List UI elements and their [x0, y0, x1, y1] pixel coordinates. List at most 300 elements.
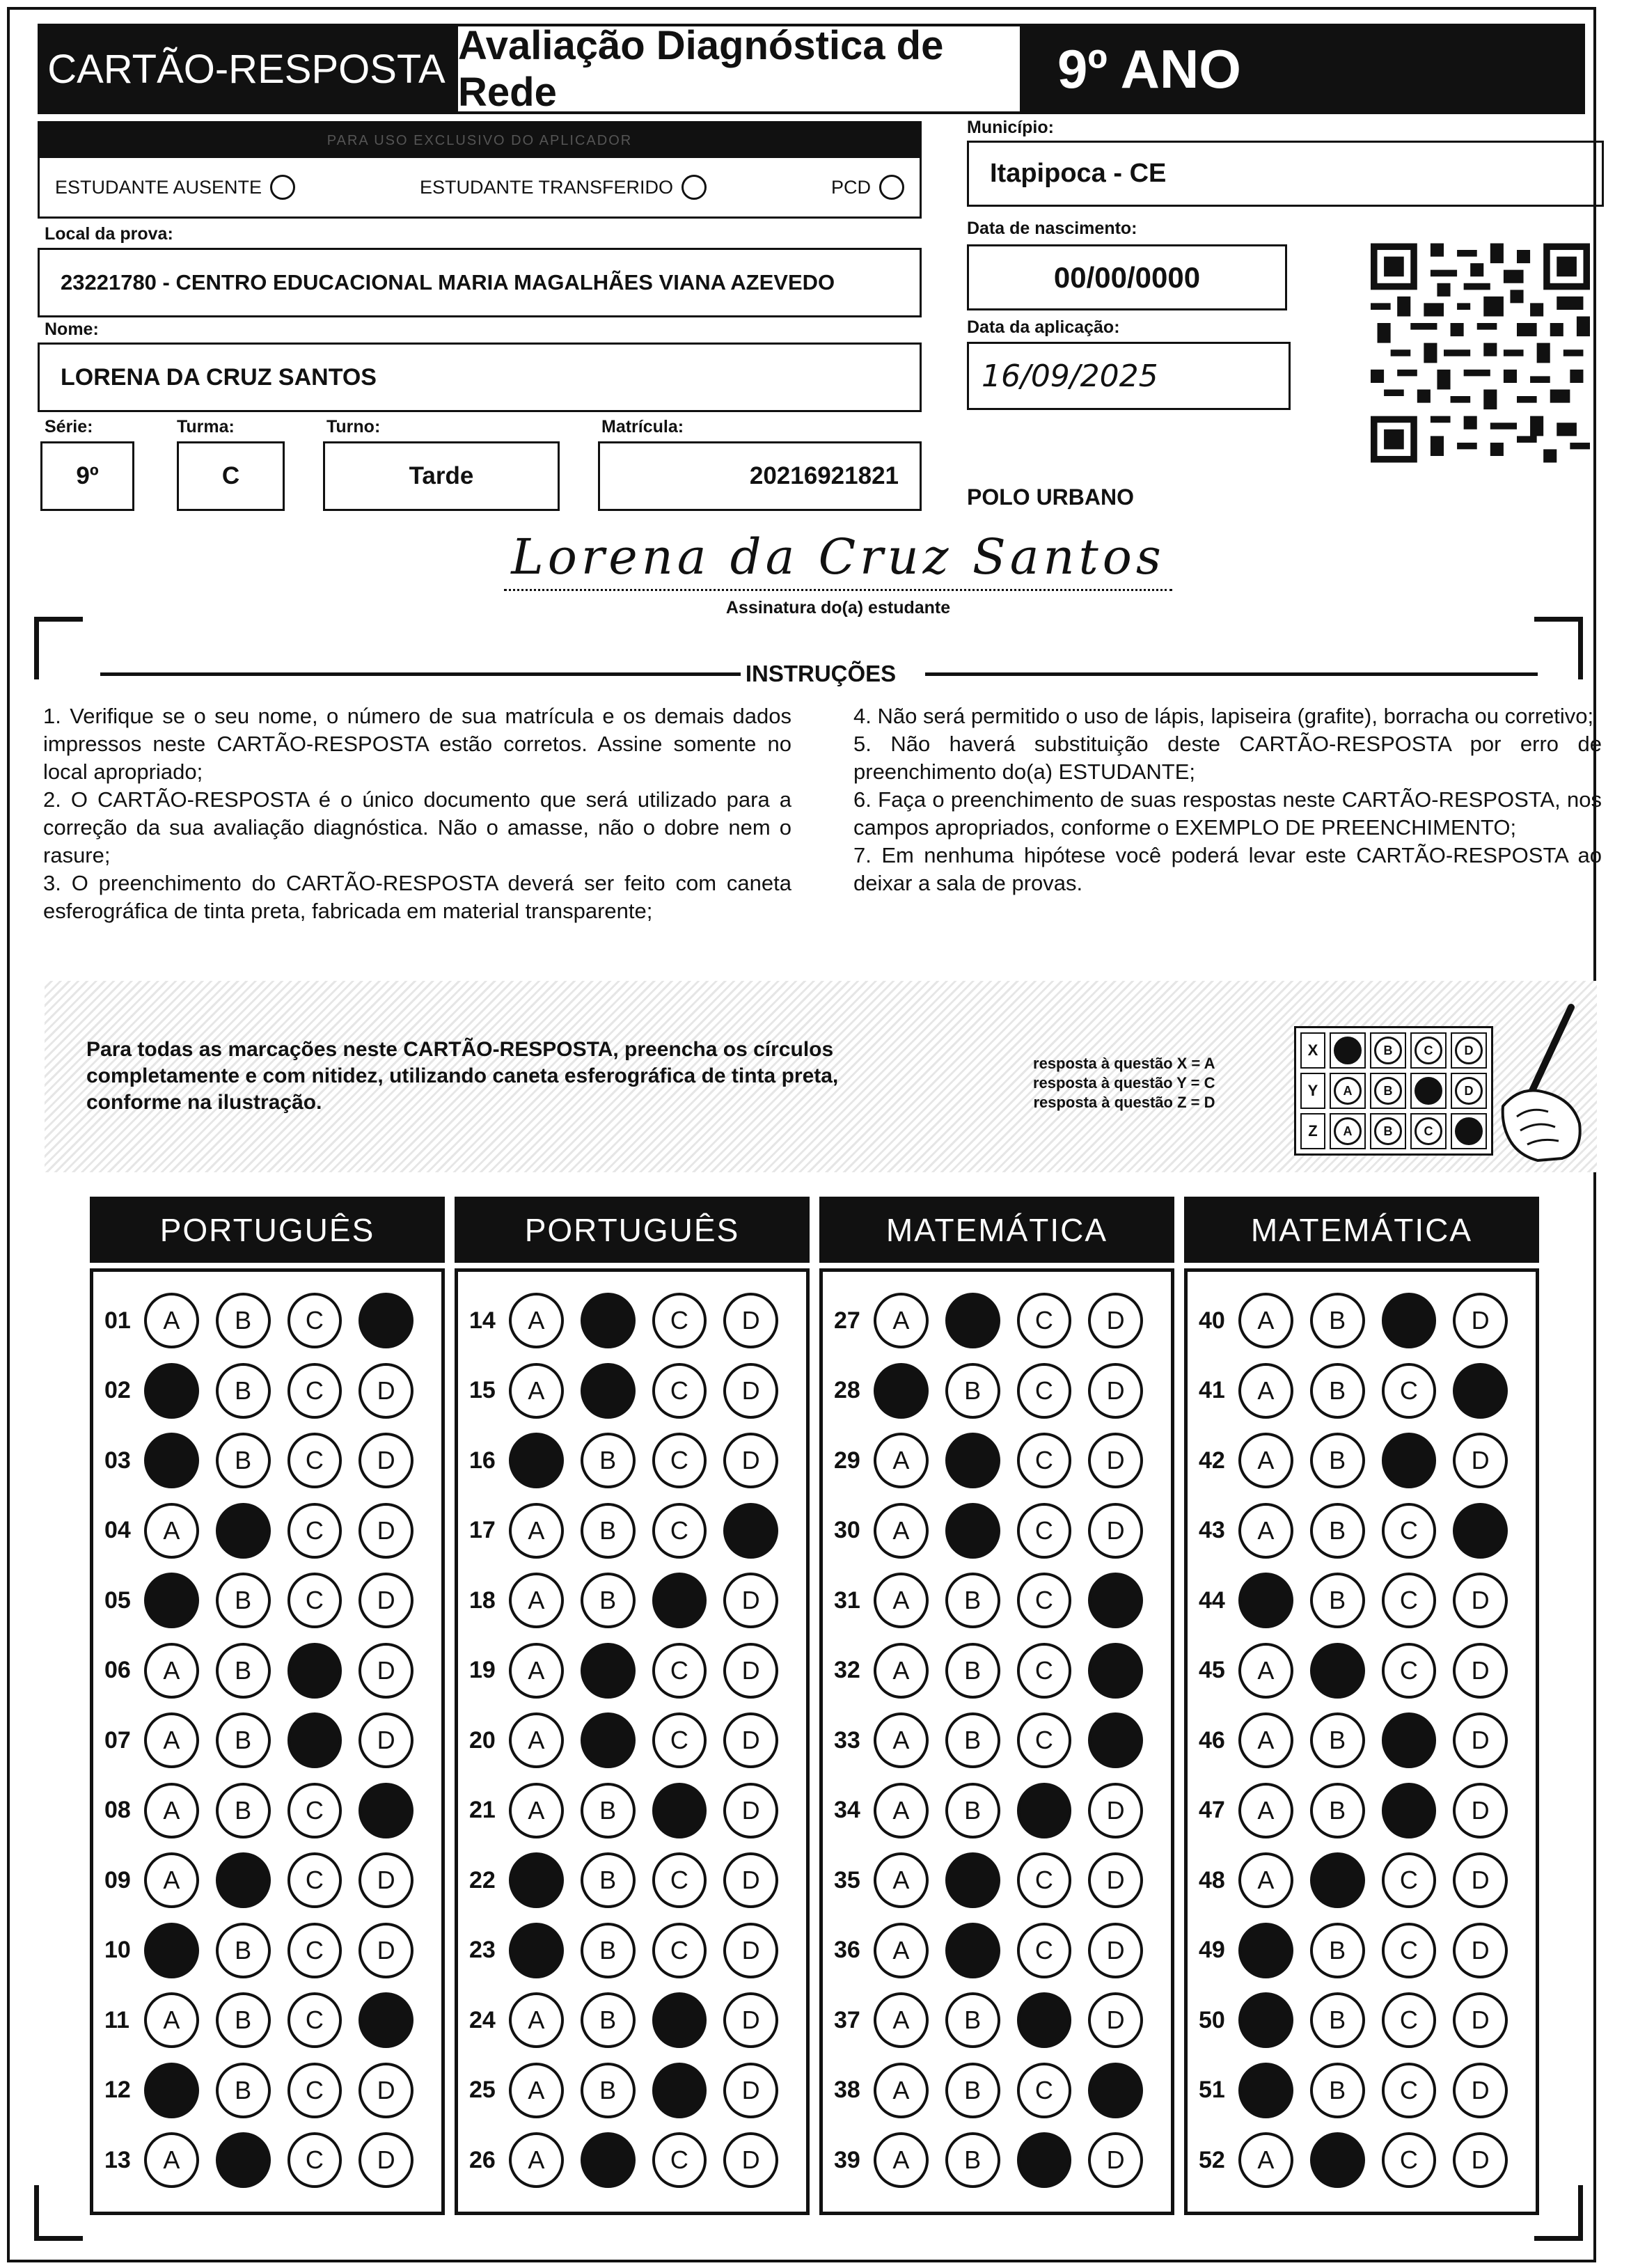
qr-code: [1371, 238, 1590, 468]
question-number: 30: [834, 1517, 860, 1544]
question-row: [104, 1776, 430, 1846]
question-number: 09: [104, 1866, 131, 1893]
example-bubble: A: [1334, 1077, 1362, 1105]
answer-bubble-d[interactable]: D: [1453, 2063, 1508, 2118]
example-bubble: [1455, 1117, 1483, 1145]
answer-bubble-c[interactable]: C: [652, 1433, 707, 1488]
answer-bubble-d[interactable]: D: [1453, 1433, 1508, 1488]
answer-bubble-c[interactable]: C: [1382, 1363, 1437, 1419]
answer-bubble-b[interactable]: B: [581, 1923, 636, 1978]
answer-bubble-d[interactable]: D: [358, 1433, 413, 1488]
answer-bubble-b[interactable]: B: [581, 1503, 636, 1559]
instruction-item: 4. Não será permitido o uso de lápis, lapiseira (grafite), borracha ou corretivo;: [853, 704, 1594, 728]
answer-bubble-d[interactable]: D: [358, 2063, 413, 2118]
answer-bubble-a[interactable]: A: [1238, 1433, 1293, 1488]
question-row: [834, 1496, 1160, 1566]
answer-bubble-b[interactable]: B: [216, 1433, 271, 1488]
example-bubble: B: [1374, 1077, 1402, 1105]
question-number: 42: [1199, 1447, 1225, 1474]
question-number: 10: [104, 1937, 131, 1964]
answer-bubble-c[interactable]: [652, 1783, 707, 1838]
answer-bubble-b[interactable]: [581, 1363, 636, 1419]
answer-bubble-a[interactable]: A: [874, 1712, 929, 1768]
answer-bubble-c[interactable]: C: [652, 1503, 707, 1559]
serie-field: 9º: [40, 441, 134, 511]
answer-bubble-c[interactable]: [1017, 1992, 1072, 2048]
question-row: [834, 1985, 1160, 2056]
question-number: 44: [1199, 1586, 1225, 1614]
example-row-label: Z: [1300, 1113, 1325, 1149]
answer-bubble-a[interactable]: A: [509, 1573, 564, 1628]
example-bubble: B: [1374, 1037, 1402, 1064]
answer-bubble-d[interactable]: D: [1088, 1852, 1143, 1908]
answer-bubble-c[interactable]: [1017, 2132, 1072, 2188]
answer-bubble-a[interactable]: [1238, 2063, 1293, 2118]
answer-bubble-d[interactable]: D: [1453, 1712, 1508, 1768]
answer-bubble-c[interactable]: C: [652, 2132, 707, 2188]
answer-bubble-a[interactable]: A: [874, 1923, 929, 1978]
answer-bubble-c[interactable]: C: [1017, 1433, 1072, 1488]
answer-bubble-a[interactable]: A: [874, 1643, 929, 1699]
example-cell: [1370, 1073, 1406, 1109]
question-row: [104, 1845, 430, 1916]
answer-bubble-c[interactable]: C: [287, 1852, 342, 1908]
answer-bubble-d[interactable]: D: [723, 2063, 778, 2118]
answer-bubble-b[interactable]: [1310, 1852, 1365, 1908]
answer-bubble-c[interactable]: C: [1017, 1923, 1072, 1978]
answer-bubble-c[interactable]: C: [287, 1992, 342, 2048]
example-cell: [1451, 1032, 1487, 1069]
answer-bubble-d[interactable]: D: [723, 1783, 778, 1838]
answer-bubble-a[interactable]: A: [1238, 1783, 1293, 1838]
answer-bubble-b[interactable]: B: [945, 1992, 1000, 2048]
answer-bubble-c[interactable]: C: [652, 1643, 707, 1699]
pen-hand-icon: [1489, 1002, 1586, 1162]
answer-bubble-b[interactable]: [216, 2132, 271, 2188]
name-field: LORENA DA CRUZ SANTOS: [38, 342, 922, 412]
answer-bubble-a[interactable]: A: [509, 1503, 564, 1559]
transferred-checkbox[interactable]: [681, 175, 707, 200]
question-number: 29: [834, 1447, 860, 1474]
answer-bubble-a[interactable]: [144, 1923, 199, 1978]
answer-bubble-c[interactable]: C: [1017, 1363, 1072, 1419]
answer-bubble-a[interactable]: [509, 1433, 564, 1488]
question-row: [104, 1496, 430, 1566]
question-row: [834, 1356, 1160, 1426]
answer-bubble-c[interactable]: C: [287, 1293, 342, 1348]
answer-bubble-c[interactable]: C: [1382, 1643, 1437, 1699]
answer-bubble-c[interactable]: C: [1382, 1923, 1437, 1978]
answer-bubble-c[interactable]: C: [287, 1783, 342, 1838]
answer-bubble-d[interactable]: D: [723, 1573, 778, 1628]
answer-bubble-b[interactable]: [945, 1852, 1000, 1908]
answer-bubble-a[interactable]: A: [509, 2132, 564, 2188]
question-number: 02: [104, 1377, 131, 1404]
answer-bubble-a[interactable]: [144, 2063, 199, 2118]
question-row: [104, 1566, 430, 1636]
answer-bubble-a[interactable]: A: [509, 2063, 564, 2118]
answer-bubble-a[interactable]: [509, 1852, 564, 1908]
question-row: [1199, 1636, 1524, 1706]
example-bubble: C: [1415, 1117, 1442, 1145]
answer-bubble-d[interactable]: D: [358, 1852, 413, 1908]
answer-bubble-c[interactable]: [652, 1992, 707, 2048]
answer-bubble-b[interactable]: B: [216, 1923, 271, 1978]
question-number: 52: [1199, 2146, 1225, 2173]
answer-card: [7, 7, 1602, 2262]
answer-bubble-b[interactable]: B: [1310, 1503, 1365, 1559]
card-title: CARTÃO-RESPOSTA: [38, 24, 455, 114]
answer-bubble-b[interactable]: [216, 1852, 271, 1908]
answer-bubble-a[interactable]: A: [874, 1433, 929, 1488]
answer-bubble-a[interactable]: [509, 1923, 564, 1978]
answer-bubble-d[interactable]: [1088, 1712, 1143, 1768]
answer-bubble-b[interactable]: B: [1310, 1783, 1365, 1838]
question-row: [834, 2056, 1160, 2126]
answer-bubble-c[interactable]: C: [652, 1852, 707, 1908]
answer-bubble-c[interactable]: [287, 1712, 342, 1768]
instructions-left: [43, 702, 791, 925]
question-number: 49: [1199, 1937, 1225, 1964]
question-row: [104, 2056, 430, 2126]
answer-bubble-d[interactable]: [358, 1293, 413, 1348]
frame-corner-bottom-left: [34, 2185, 83, 2241]
answer-bubble-b[interactable]: [581, 1643, 636, 1699]
answer-bubble-a[interactable]: A: [509, 1293, 564, 1348]
question-row: [104, 1286, 430, 1356]
answer-bubble-a[interactable]: A: [144, 1852, 199, 1908]
answer-bubble-c[interactable]: [1382, 1783, 1437, 1838]
answer-bubble-c[interactable]: C: [1382, 1503, 1437, 1559]
question-row: [469, 1776, 795, 1846]
answer-bubble-d[interactable]: D: [723, 1293, 778, 1348]
frame-corner-bottom-right: [1534, 2185, 1583, 2241]
answer-bubble-c[interactable]: C: [652, 1363, 707, 1419]
answer-bubble-a[interactable]: A: [874, 1573, 929, 1628]
answer-bubble-a[interactable]: [144, 1573, 199, 1628]
answer-bubble-a[interactable]: A: [509, 1992, 564, 2048]
answer-bubble-d[interactable]: D: [1088, 1293, 1143, 1348]
instruction-item: 1. Verifique se o seu nome, o número de sua matrícula e os demais dados impressos neste CARTÃO-RESPOSTA estão corretos. Assine somente no local apropriado;: [43, 704, 791, 784]
applicator-box: [38, 121, 922, 219]
answer-bubble-b[interactable]: B: [581, 1852, 636, 1908]
question-number: 08: [104, 1797, 131, 1824]
answer-bubble-d[interactable]: D: [1453, 1783, 1508, 1838]
answer-bubble-a[interactable]: A: [144, 1992, 199, 2048]
answer-bubble-b[interactable]: B: [216, 1363, 271, 1419]
answer-bubble-b[interactable]: B: [581, 1992, 636, 2048]
answer-bubble-c[interactable]: C: [652, 1712, 707, 1768]
example-grid: [1294, 1026, 1493, 1156]
answer-bubble-a[interactable]: A: [509, 1783, 564, 1838]
answer-bubble-a[interactable]: A: [874, 2063, 929, 2118]
instructions-right: [853, 702, 1602, 897]
answer-bubble-b[interactable]: B: [945, 2132, 1000, 2188]
answer-bubble-b[interactable]: [581, 1712, 636, 1768]
answer-bubble-a[interactable]: A: [144, 1503, 199, 1559]
question-number: 34: [834, 1797, 860, 1824]
answer-bubble-b[interactable]: B: [1310, 1992, 1365, 2048]
assessment-title: Avaliação Diagnóstica de Rede: [455, 24, 1023, 114]
answer-bubble-a[interactable]: A: [144, 1293, 199, 1348]
answer-bubble-c[interactable]: C: [1017, 1503, 1072, 1559]
answer-bubble-c[interactable]: C: [287, 1363, 342, 1419]
example-bubble: A: [1334, 1117, 1362, 1145]
answer-bubble-c[interactable]: C: [652, 1293, 707, 1348]
instruction-item: 6. Faça o preenchimento de suas respostas neste CARTÃO-RESPOSTA, nos campos apropriados, conforme o EXEMPLO DE PREENCHIMENTO;: [853, 787, 1602, 840]
answer-bubble-b[interactable]: B: [1310, 1712, 1365, 1768]
answer-bubble-b[interactable]: B: [216, 1712, 271, 1768]
answer-bubble-d[interactable]: D: [1088, 1923, 1143, 1978]
answer-bubble-c[interactable]: [652, 2063, 707, 2118]
answer-bubble-b[interactable]: [216, 1503, 271, 1559]
answer-bubble-d[interactable]: [358, 1783, 413, 1838]
answer-bubble-c[interactable]: [1017, 1783, 1072, 1838]
example-bubble: C: [1415, 1037, 1442, 1064]
answer-bubble-c[interactable]: C: [287, 2132, 342, 2188]
answer-bubble-a[interactable]: A: [144, 2132, 199, 2188]
answer-bubble-d[interactable]: D: [358, 1643, 413, 1699]
answer-bubble-a[interactable]: A: [874, 1503, 929, 1559]
answer-bubble-a[interactable]: A: [1238, 1643, 1293, 1699]
question-number: 35: [834, 1866, 860, 1893]
answer-bubble-d[interactable]: D: [358, 1712, 413, 1768]
question-number: 12: [104, 2077, 131, 2104]
question-number: 51: [1199, 2077, 1225, 2104]
answer-bubble-d[interactable]: [1088, 1643, 1143, 1699]
answer-bubble-c[interactable]: C: [1017, 1852, 1072, 1908]
absent-checkbox[interactable]: [270, 175, 295, 200]
pcd-label: PCD: [830, 176, 871, 198]
answer-bubble-b[interactable]: B: [945, 1783, 1000, 1838]
answer-bubble-a[interactable]: A: [144, 1783, 199, 1838]
answer-bubble-a[interactable]: [144, 1363, 199, 1419]
answer-bubble-b[interactable]: B: [216, 1573, 271, 1628]
answer-bubble-b[interactable]: B: [581, 2063, 636, 2118]
question-number: 25: [469, 2077, 496, 2104]
pcd-checkbox[interactable]: [879, 175, 904, 200]
answer-bubble-a[interactable]: A: [1238, 1503, 1293, 1559]
applicator-title: PARA USO EXCLUSIVO DO APLICADOR: [40, 123, 920, 158]
answer-bubble-a[interactable]: A: [874, 1992, 929, 2048]
answer-bubble-d[interactable]: D: [1453, 1992, 1508, 2048]
answer-bubble-c[interactable]: C: [1382, 1573, 1437, 1628]
answer-bubble-d[interactable]: D: [1088, 1783, 1143, 1838]
answer-bubble-b[interactable]: B: [1310, 1923, 1365, 1978]
question-number: 21: [469, 1797, 496, 1824]
answer-bubble-d[interactable]: [1088, 1573, 1143, 1628]
answer-bubble-b[interactable]: B: [945, 1363, 1000, 1419]
answer-bubble-d[interactable]: D: [723, 1643, 778, 1699]
question-number: 27: [834, 1307, 860, 1334]
answer-bubble-c[interactable]: [1382, 1293, 1437, 1348]
legend-item: resposta à questão Y = C: [1033, 1074, 1215, 1092]
answer-bubble-d[interactable]: D: [1088, 1433, 1143, 1488]
question-number: 37: [834, 2006, 860, 2033]
question-number: 36: [834, 1937, 860, 1964]
answer-bubble-c[interactable]: C: [1017, 1712, 1072, 1768]
answer-bubble-b[interactable]: B: [216, 1783, 271, 1838]
grade-title: 9º ANO: [1023, 24, 1585, 114]
answer-bubble-b[interactable]: [1310, 1643, 1365, 1699]
answer-bubble-c[interactable]: C: [652, 1923, 707, 1978]
answer-bubble-b[interactable]: B: [1310, 1433, 1365, 1488]
answer-bubble-d[interactable]: D: [358, 1573, 413, 1628]
question-number: 43: [1199, 1517, 1225, 1544]
answer-bubble-c[interactable]: C: [1382, 1992, 1437, 2048]
answer-bubble-b[interactable]: [945, 1923, 1000, 1978]
answer-bubble-a[interactable]: A: [1238, 1293, 1293, 1348]
signature-handwriting: Lorena da Cruz Santos: [511, 528, 1165, 585]
answer-bubble-a[interactable]: A: [509, 1712, 564, 1768]
answer-bubble-c[interactable]: C: [1382, 1852, 1437, 1908]
answer-bubble-b[interactable]: B: [945, 1643, 1000, 1699]
answer-bubble-d[interactable]: D: [723, 2132, 778, 2188]
answer-bubble-b[interactable]: [581, 1293, 636, 1348]
answer-bubble-d[interactable]: D: [723, 1712, 778, 1768]
answer-bubble-b[interactable]: [581, 2132, 636, 2188]
question-number: 23: [469, 1937, 496, 1964]
answer-bubble-d[interactable]: [1088, 2063, 1143, 2118]
answer-bubble-d[interactable]: D: [358, 1363, 413, 1419]
question-number: 46: [1199, 1726, 1225, 1754]
answer-bubble-c[interactable]: C: [287, 1923, 342, 1978]
answer-bubble-a[interactable]: A: [144, 1712, 199, 1768]
answer-bubble-b[interactable]: B: [1310, 1363, 1365, 1419]
answer-bubble-d[interactable]: D: [1453, 1852, 1508, 1908]
answer-bubble-c[interactable]: C: [1382, 2132, 1437, 2188]
answer-bubble-b[interactable]: B: [1310, 1573, 1365, 1628]
answer-bubble-a[interactable]: A: [509, 1643, 564, 1699]
question-number: 03: [104, 1447, 131, 1474]
subject-header: MATEMÁTICA: [819, 1197, 1174, 1263]
answer-bubble-a[interactable]: A: [1238, 1852, 1293, 1908]
answer-bubble-b[interactable]: B: [216, 1992, 271, 2048]
answer-bubble-c[interactable]: C: [1017, 1573, 1072, 1628]
turno-label: Turno:: [326, 417, 381, 436]
answer-bubble-a[interactable]: A: [874, 2132, 929, 2188]
answer-bubble-b[interactable]: B: [945, 1573, 1000, 1628]
answer-bubble-a[interactable]: A: [874, 1852, 929, 1908]
question-row: [834, 1636, 1160, 1706]
answer-bubble-c[interactable]: C: [1017, 1643, 1072, 1699]
answer-bubble-d[interactable]: D: [1453, 1643, 1508, 1699]
answer-bubble-a[interactable]: [144, 1433, 199, 1488]
answer-bubble-c[interactable]: C: [1017, 1293, 1072, 1348]
answer-bubble-d[interactable]: D: [723, 1433, 778, 1488]
answer-bubble-a[interactable]: A: [874, 1783, 929, 1838]
answer-bubble-d[interactable]: D: [358, 1503, 413, 1559]
answer-bubble-a[interactable]: A: [1238, 1363, 1293, 1419]
answer-bubble-a[interactable]: A: [144, 1643, 199, 1699]
answer-bubble-a[interactable]: [1238, 1573, 1293, 1628]
answer-bubble-a[interactable]: [1238, 1992, 1293, 2048]
question-number: 31: [834, 1586, 860, 1614]
legend-item: resposta à questão X = A: [1033, 1055, 1215, 1072]
answer-bubble-c[interactable]: [652, 1573, 707, 1628]
answer-bubble-d[interactable]: [1453, 1363, 1508, 1419]
question-number: 26: [469, 2146, 496, 2173]
answer-bubble-d[interactable]: D: [1088, 1363, 1143, 1419]
instructions-title: INSTRUÇÕES: [745, 661, 897, 686]
answer-bubble-b[interactable]: [945, 1503, 1000, 1559]
answer-bubble-d[interactable]: D: [1453, 2132, 1508, 2188]
answer-bubble-a[interactable]: A: [509, 1363, 564, 1419]
answer-bubble-c[interactable]: C: [287, 1573, 342, 1628]
answer-bubble-a[interactable]: A: [1238, 2132, 1293, 2188]
answer-bubble-b[interactable]: B: [581, 1573, 636, 1628]
answer-bubble-d[interactable]: [358, 1992, 413, 2048]
answer-bubble-c[interactable]: C: [287, 2063, 342, 2118]
question-row: [104, 1916, 430, 1986]
answer-bubble-d[interactable]: D: [1453, 1293, 1508, 1348]
answer-bubble-c[interactable]: [287, 1643, 342, 1699]
answer-bubble-d[interactable]: D: [358, 1923, 413, 1978]
answer-bubble-b[interactable]: B: [945, 1712, 1000, 1768]
question-row: [469, 1985, 795, 2056]
answer-bubble-d[interactable]: D: [1453, 1573, 1508, 1628]
answer-bubble-d[interactable]: D: [1088, 2132, 1143, 2188]
answer-bubble-d[interactable]: D: [1453, 1923, 1508, 1978]
answer-bubble-c[interactable]: C: [287, 1503, 342, 1559]
answer-bubble-a[interactable]: [874, 1363, 929, 1419]
answer-bubble-b[interactable]: B: [216, 1643, 271, 1699]
question-row: [469, 1916, 795, 1986]
answer-bubble-b[interactable]: [945, 1433, 1000, 1488]
answer-bubble-b[interactable]: B: [216, 1293, 271, 1348]
answer-bubble-d[interactable]: D: [723, 1363, 778, 1419]
answer-bubble-d[interactable]: D: [723, 1852, 778, 1908]
question-row: [104, 1985, 430, 2056]
answer-bubble-d[interactable]: [1453, 1503, 1508, 1559]
answer-bubble-b[interactable]: B: [216, 2063, 271, 2118]
birthdate-label: Data de nascimento:: [967, 219, 1137, 238]
answer-bubble-b[interactable]: B: [1310, 1293, 1365, 1348]
answer-bubble-a[interactable]: A: [1238, 1712, 1293, 1768]
example-cell: [1330, 1073, 1366, 1109]
answer-bubble-c[interactable]: C: [287, 1433, 342, 1488]
answer-bubble-b[interactable]: [1310, 2132, 1365, 2188]
answer-bubble-b[interactable]: B: [945, 2063, 1000, 2118]
question-row: [1199, 1566, 1524, 1636]
example-bubble: [1415, 1077, 1442, 1105]
example-row-label: X: [1300, 1032, 1325, 1069]
answer-bubble-d[interactable]: [723, 1503, 778, 1559]
answer-bubble-d[interactable]: D: [1088, 1503, 1143, 1559]
example-cell: [1410, 1113, 1447, 1149]
question-row: [1199, 2056, 1524, 2126]
answer-bubble-d[interactable]: D: [358, 2132, 413, 2188]
answer-bubble-d[interactable]: D: [723, 1992, 778, 2048]
question-row: [469, 2056, 795, 2126]
subject-header: PORTUGUÊS: [90, 1197, 445, 1263]
answer-bubble-b[interactable]: [945, 1293, 1000, 1348]
question-row: [834, 1706, 1160, 1776]
answer-bubble-b[interactable]: B: [581, 1783, 636, 1838]
answer-bubble-c[interactable]: [1382, 1433, 1437, 1488]
answer-bubble-a[interactable]: A: [874, 1293, 929, 1348]
name-label: Nome:: [45, 320, 99, 339]
answer-bubble-d[interactable]: D: [1088, 1992, 1143, 2048]
example-row-label: Y: [1300, 1073, 1325, 1109]
answer-bubble-b[interactable]: B: [581, 1433, 636, 1488]
answer-bubble-a[interactable]: [1238, 1923, 1293, 1978]
answer-bubble-b[interactable]: B: [1310, 2063, 1365, 2118]
answer-bubble-c[interactable]: C: [1017, 2063, 1072, 2118]
answer-bubble-d[interactable]: D: [723, 1923, 778, 1978]
answer-bubble-c[interactable]: C: [1382, 2063, 1437, 2118]
answer-bubble-c[interactable]: [1382, 1712, 1437, 1768]
